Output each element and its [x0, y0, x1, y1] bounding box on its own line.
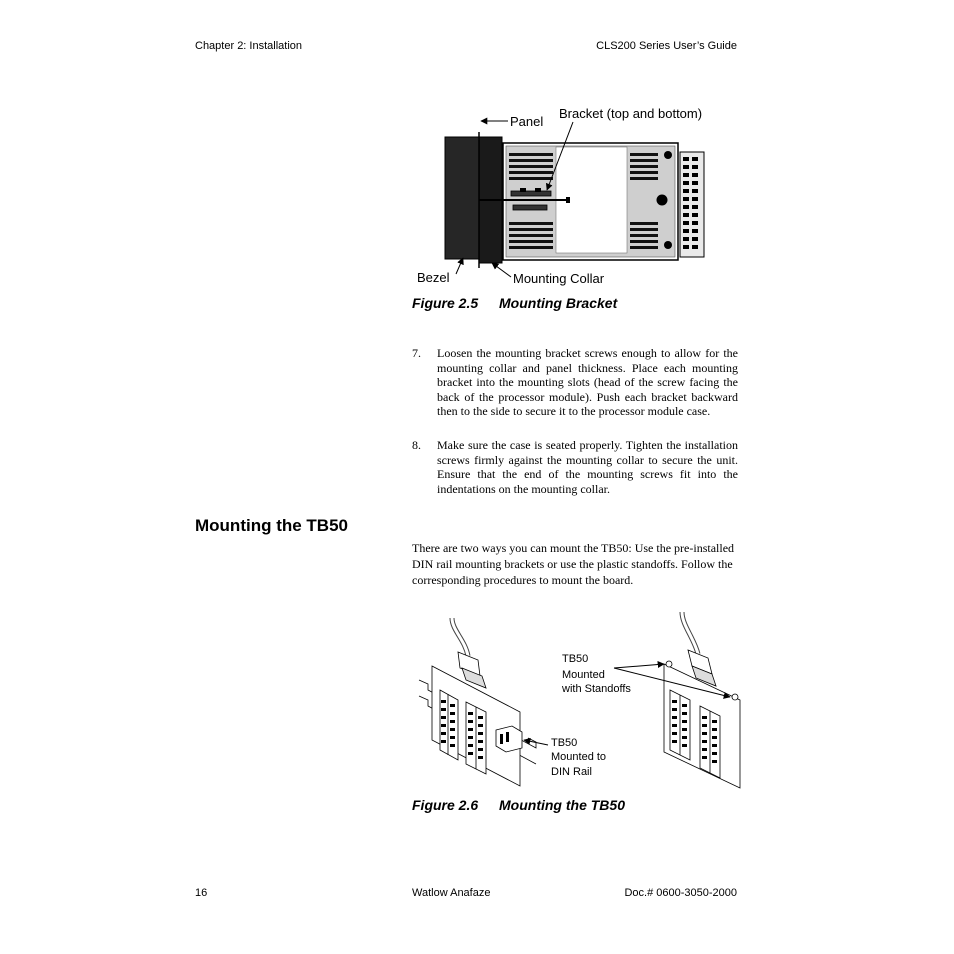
step-text: Loosen the mounting bracket screws enough to allow for the mounting collar and panel thickness. Place each mounting bracket into the mounting slots (head of the screw facing the back of the processor module). Push each bracket backward then to the side to secure it to the processor module case.: [437, 346, 738, 419]
label-standoffs-line2: Mounted: [562, 669, 605, 681]
figure-caption-2-6: [412, 797, 625, 813]
bracket-shape: [511, 191, 551, 196]
label-bracket: Bracket (top and bottom): [559, 106, 703, 121]
figure-title: Mounting the TB50: [499, 797, 625, 813]
bezel-shape: [445, 137, 479, 259]
label-standoffs-line1: TB50: [562, 653, 589, 665]
figure-mounting-tb50: [410, 606, 750, 796]
section-paragraph: There are two ways you can mount the TB50: Use the pre-installed DIN rail mounting brackets or use the plastic standoffs. Follow the corresponding procedures to mount the board.: [412, 541, 735, 587]
tb50-din-rail-board: [419, 618, 536, 786]
step-number: 7.: [412, 346, 421, 360]
page-number: 16: [195, 887, 208, 899]
figure-title: Mounting Bracket: [499, 295, 618, 311]
footer-doc-number: Doc.# 0600-3050-2000: [624, 887, 737, 899]
footer-company: Watlow Anafaze: [412, 887, 491, 899]
figure-number: Figure 2.5: [412, 295, 479, 311]
step-item: [412, 346, 738, 419]
label-din-line3: DIN Rail: [551, 766, 592, 778]
running-header-chapter: Chapter 2: Installation: [195, 40, 303, 52]
label-din-line2: Mounted to: [551, 751, 607, 763]
figure-mounting-bracket: [400, 100, 730, 295]
step-number: 8.: [412, 438, 421, 452]
label-standoffs-line3: with Standoffs: [562, 683, 631, 695]
running-header-guide: CLS200 Series User’s Guide: [596, 40, 737, 52]
label-panel: Panel: [510, 114, 544, 129]
step-text: Make sure the case is seated properly. Tighten the installation screws firmly against the mounting collar to secure the unit. Ensure that the end of the mounting screws fit into the indentations on the mounting collar.: [437, 438, 738, 496]
label-mounting-collar: Mounting Collar: [513, 271, 605, 286]
label-bezel: Bezel: [417, 270, 450, 285]
figure-caption-2-5: [412, 295, 617, 311]
label-din-line1: TB50: [551, 737, 578, 749]
section-heading: Mounting the TB50: [195, 516, 348, 535]
figure-number: Figure 2.6: [412, 797, 479, 813]
step-item: [412, 438, 738, 496]
